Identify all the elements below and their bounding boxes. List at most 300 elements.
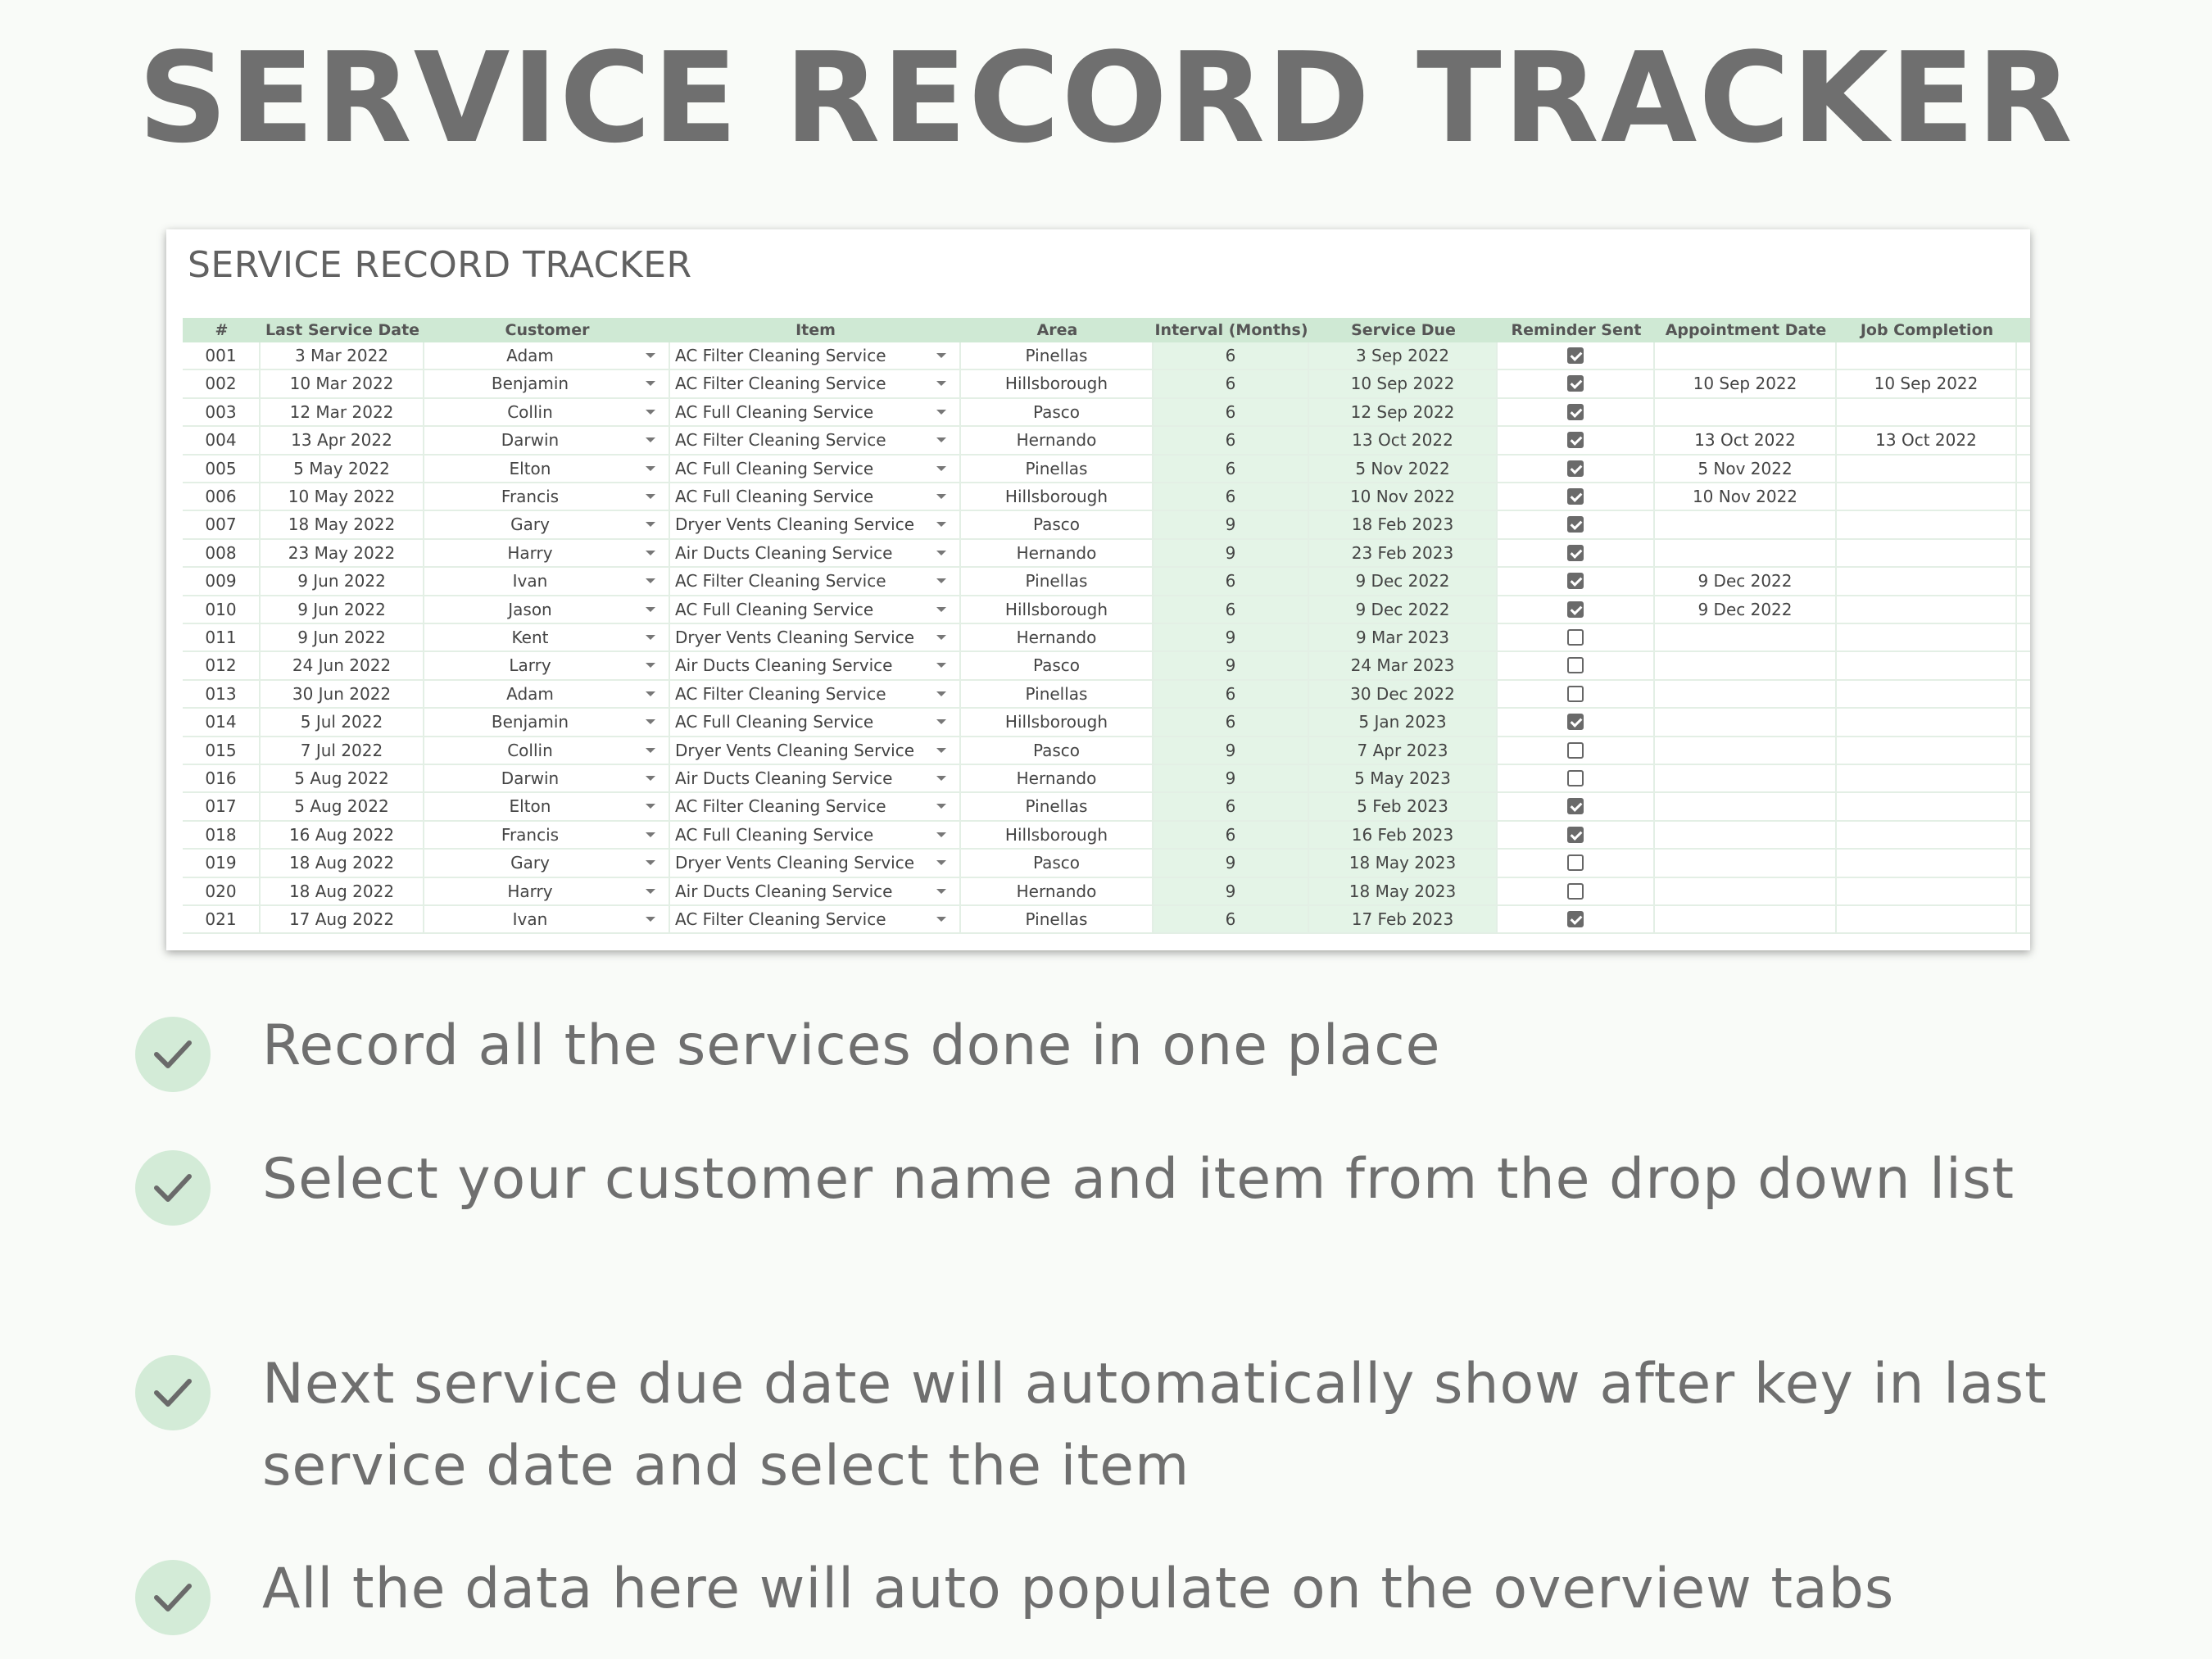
row-number-cell[interactable]: 001 (183, 342, 261, 369)
dropdown-arrow-icon[interactable] (646, 522, 655, 527)
appointment-date-cell[interactable]: 9 Dec 2022 (1655, 596, 1837, 623)
dropdown-arrow-icon[interactable] (936, 466, 946, 471)
service-due-cell: 12 Sep 2022 (1309, 399, 1498, 425)
reminder-sent-cell (1498, 342, 1655, 369)
customer-dropdown[interactable] (424, 399, 670, 425)
dropdown-arrow-icon[interactable] (936, 410, 946, 415)
customer-dropdown[interactable] (424, 342, 670, 369)
appointment-date-cell[interactable] (1655, 624, 1837, 650)
customer-dropdown[interactable] (424, 737, 670, 764)
customer-dropdown[interactable] (424, 850, 670, 876)
customer-value: Harry (507, 542, 553, 563)
row-number-cell[interactable]: 005 (183, 456, 261, 482)
customer-dropdown[interactable] (424, 511, 670, 537)
dropdown-arrow-icon[interactable] (936, 381, 946, 386)
dropdown-arrow-icon[interactable] (646, 691, 655, 696)
item-dropdown[interactable] (670, 399, 961, 425)
job-completion-cell[interactable] (1837, 822, 2017, 848)
customer-value: Ivan (512, 571, 548, 592)
customer-dropdown[interactable] (424, 540, 670, 566)
reminder-sent-cell (1498, 878, 1655, 904)
dropdown-arrow-icon[interactable] (936, 551, 946, 555)
dropdown-arrow-icon[interactable] (646, 635, 655, 640)
reminder-checkbox[interactable] (1567, 657, 1584, 673)
customer-value: Benjamin (491, 712, 569, 732)
table-row (183, 822, 2030, 850)
last-service-date-cell[interactable]: 3 Mar 2022 (261, 342, 424, 369)
appointment-date-cell[interactable]: 13 Oct 2022 (1655, 427, 1837, 453)
item-dropdown[interactable] (670, 737, 961, 764)
service-due-cell: 23 Feb 2023 (1309, 540, 1498, 566)
dropdown-arrow-icon[interactable] (936, 494, 946, 499)
area-cell[interactable]: Pasco (961, 850, 1154, 876)
appointment-date-cell[interactable] (1655, 765, 1837, 791)
interval-cell: 9 (1154, 624, 1309, 650)
row-number-cell[interactable]: 007 (183, 511, 261, 537)
area-cell[interactable]: Pasco (961, 652, 1154, 678)
item-value: AC Full Cleaning Service (675, 712, 874, 732)
reminder-checkbox[interactable] (1567, 375, 1584, 392)
interval-cell: 6 (1154, 793, 1309, 819)
item-dropdown[interactable] (670, 624, 961, 650)
dropdown-arrow-icon[interactable] (646, 719, 655, 724)
last-service-date-cell[interactable]: 17 Aug 2022 (261, 906, 424, 932)
col-header-area[interactable]: Area (1036, 321, 1078, 339)
item-dropdown[interactable] (670, 906, 961, 932)
item-value: AC Full Cleaning Service (675, 824, 874, 845)
item-dropdown[interactable] (670, 652, 961, 678)
interval-cell: 6 (1154, 596, 1309, 623)
customer-dropdown[interactable] (424, 822, 670, 848)
appointment-date-cell[interactable] (1655, 737, 1837, 764)
item-dropdown[interactable] (670, 596, 961, 623)
row-number-cell[interactable]: 017 (183, 793, 261, 819)
job-completion-cell[interactable] (1837, 511, 2017, 537)
reminder-sent-cell (1498, 568, 1655, 594)
dropdown-arrow-icon[interactable] (936, 832, 946, 837)
service-due-cell: 16 Feb 2023 (1309, 822, 1498, 848)
item-dropdown[interactable] (670, 427, 961, 453)
table-row (183, 681, 2030, 709)
dropdown-arrow-icon[interactable] (936, 889, 946, 894)
reminder-checkbox[interactable] (1567, 404, 1584, 420)
table-row (183, 737, 2030, 765)
customer-value: Benjamin (491, 374, 569, 394)
dropdown-arrow-icon[interactable] (936, 917, 946, 922)
row-number-cell[interactable]: 004 (183, 427, 261, 453)
row-number-cell[interactable]: 008 (183, 540, 261, 566)
row-spacer (2017, 540, 2030, 566)
job-completion-cell[interactable] (1837, 793, 2017, 819)
service-due-cell: 13 Oct 2022 (1309, 427, 1498, 453)
appointment-date-cell[interactable] (1655, 681, 1837, 707)
job-completion-cell[interactable]: 10 Sep 2022 (1837, 370, 2017, 397)
last-service-date-cell[interactable]: 9 Jun 2022 (261, 568, 424, 594)
dropdown-arrow-icon[interactable] (646, 410, 655, 415)
interval-cell: 9 (1154, 737, 1309, 764)
appointment-date-cell[interactable]: 10 Nov 2022 (1655, 483, 1837, 510)
dropdown-arrow-icon[interactable] (936, 748, 946, 753)
interval-cell: 6 (1154, 906, 1309, 932)
last-service-date-cell[interactable]: 9 Jun 2022 (261, 596, 424, 623)
reminder-checkbox[interactable] (1567, 460, 1584, 477)
area-cell[interactable]: Pasco (961, 737, 1154, 764)
row-number-cell[interactable]: 002 (183, 370, 261, 397)
appointment-date-cell[interactable] (1655, 822, 1837, 848)
appointment-date-cell[interactable] (1655, 709, 1837, 735)
job-completion-cell[interactable] (1837, 540, 2017, 566)
appointment-date-cell[interactable] (1655, 399, 1837, 425)
interval-cell: 6 (1154, 456, 1309, 482)
row-spacer (2017, 878, 2030, 904)
service-due-cell: 9 Mar 2023 (1309, 624, 1498, 650)
service-due-cell: 10 Sep 2022 (1309, 370, 1498, 397)
dropdown-arrow-icon[interactable] (646, 578, 655, 583)
appointment-date-cell[interactable] (1655, 850, 1837, 876)
reminder-checkbox[interactable] (1567, 827, 1584, 843)
reminder-checkbox[interactable] (1567, 545, 1584, 561)
appointment-date-cell[interactable]: 9 Dec 2022 (1655, 568, 1837, 594)
row-number-cell[interactable]: 015 (183, 737, 261, 764)
row-number-cell[interactable]: 021 (183, 906, 261, 932)
item-dropdown[interactable] (670, 878, 961, 904)
col-header-customer[interactable]: Customer (505, 321, 590, 339)
last-service-date-cell[interactable]: 30 Jun 2022 (261, 681, 424, 707)
dropdown-arrow-icon[interactable] (936, 719, 946, 724)
area-cell[interactable]: Pinellas (961, 568, 1154, 594)
dropdown-arrow-icon[interactable] (936, 522, 946, 527)
row-spacer (2017, 399, 2030, 425)
reminder-sent-cell (1498, 906, 1655, 932)
item-value: AC Filter Cleaning Service (675, 909, 886, 929)
area-cell[interactable]: Pasco (961, 399, 1154, 425)
item-value: Air Ducts Cleaning Service (675, 768, 893, 788)
appointment-date-cell[interactable]: 5 Nov 2022 (1655, 456, 1837, 482)
last-service-date-cell[interactable]: 18 Aug 2022 (261, 878, 424, 904)
service-due-cell: 10 Nov 2022 (1309, 483, 1498, 510)
customer-dropdown[interactable] (424, 652, 670, 678)
dropdown-arrow-icon[interactable] (646, 776, 655, 781)
dropdown-arrow-icon[interactable] (646, 663, 655, 668)
area-cell[interactable]: Pasco (961, 511, 1154, 537)
dropdown-arrow-icon[interactable] (646, 494, 655, 499)
table-row (183, 511, 2030, 539)
dropdown-arrow-icon[interactable] (646, 353, 655, 358)
customer-dropdown[interactable] (424, 427, 670, 453)
appointment-date-cell[interactable] (1655, 540, 1837, 566)
area-cell[interactable]: Hernando (961, 427, 1154, 453)
dropdown-arrow-icon[interactable] (646, 466, 655, 471)
row-number-cell[interactable]: 012 (183, 652, 261, 678)
service-due-cell: 5 May 2023 (1309, 765, 1498, 791)
job-completion-cell[interactable] (1837, 596, 2017, 623)
last-service-date-cell[interactable]: 5 Aug 2022 (261, 765, 424, 791)
col-header-job-completion[interactable]: Job Completion (1860, 321, 1994, 339)
row-number-cell[interactable]: 011 (183, 624, 261, 650)
area-cell[interactable]: Hillsborough (961, 483, 1154, 510)
job-completion-cell[interactable] (1837, 906, 2017, 932)
job-completion-cell[interactable] (1837, 765, 2017, 791)
dropdown-arrow-icon[interactable] (646, 381, 655, 386)
interval-cell: 6 (1154, 483, 1309, 510)
area-cell[interactable]: Hernando (961, 765, 1154, 791)
row-spacer (2017, 342, 2030, 369)
item-value: AC Filter Cleaning Service (675, 374, 886, 394)
last-service-date-cell[interactable]: 7 Jul 2022 (261, 737, 424, 764)
row-number-cell[interactable]: 018 (183, 822, 261, 848)
area-cell[interactable]: Hernando (961, 540, 1154, 566)
last-service-date-cell[interactable]: 18 Aug 2022 (261, 850, 424, 876)
area-cell[interactable]: Hernando (961, 624, 1154, 650)
row-spacer (2017, 906, 2030, 932)
customer-dropdown[interactable] (424, 878, 670, 904)
area-cell[interactable]: Hillsborough (961, 709, 1154, 735)
dropdown-arrow-icon[interactable] (646, 917, 655, 922)
row-number-cell[interactable]: 006 (183, 483, 261, 510)
feature-text: All the data here will auto populate on the overview tabs (262, 1557, 1895, 1621)
job-completion-cell[interactable] (1837, 709, 2017, 735)
reminder-checkbox[interactable] (1567, 798, 1584, 814)
customer-dropdown[interactable] (424, 709, 670, 735)
last-service-date-cell[interactable]: 10 May 2022 (261, 483, 424, 510)
reminder-checkbox[interactable] (1567, 629, 1584, 646)
last-service-date-cell[interactable]: 5 Jul 2022 (261, 709, 424, 735)
customer-dropdown[interactable] (424, 681, 670, 707)
customer-dropdown[interactable] (424, 765, 670, 791)
reminder-checkbox[interactable] (1567, 854, 1584, 871)
item-dropdown[interactable] (670, 850, 961, 876)
reminder-checkbox[interactable] (1567, 714, 1584, 730)
job-completion-cell[interactable] (1837, 737, 2017, 764)
sheet-title: SERVICE RECORD TRACKER (188, 244, 692, 286)
header-row (183, 318, 2030, 342)
last-service-date-cell[interactable]: 23 May 2022 (261, 540, 424, 566)
dropdown-arrow-icon[interactable] (646, 832, 655, 837)
dropdown-arrow-icon[interactable] (646, 889, 655, 894)
item-dropdown[interactable] (670, 709, 961, 735)
customer-dropdown[interactable] (424, 793, 670, 819)
item-value: Dryer Vents Cleaning Service (675, 853, 915, 873)
last-service-date-cell[interactable]: 18 May 2022 (261, 511, 424, 537)
area-cell[interactable]: Pinellas (961, 793, 1154, 819)
dropdown-arrow-icon[interactable] (936, 607, 946, 612)
item-value: AC Filter Cleaning Service (675, 430, 886, 451)
dropdown-arrow-icon[interactable] (936, 635, 946, 640)
row-number-cell[interactable]: 014 (183, 709, 261, 735)
col-header-item[interactable]: Item (796, 321, 836, 339)
row-number-cell[interactable]: 013 (183, 681, 261, 707)
reminder-checkbox[interactable] (1567, 432, 1584, 448)
customer-dropdown[interactable] (424, 456, 670, 482)
customer-dropdown[interactable] (424, 483, 670, 510)
area-cell[interactable]: Pinellas (961, 906, 1154, 932)
last-service-date-cell[interactable]: 5 May 2022 (261, 456, 424, 482)
appointment-date-cell[interactable] (1655, 878, 1837, 904)
dropdown-arrow-icon[interactable] (646, 860, 655, 865)
row-spacer (2017, 850, 2030, 876)
reminder-checkbox[interactable] (1567, 911, 1584, 927)
table-row (183, 652, 2030, 680)
area-cell[interactable]: Hillsborough (961, 822, 1154, 848)
last-service-date-cell[interactable]: 12 Mar 2022 (261, 399, 424, 425)
customer-dropdown[interactable] (424, 906, 670, 932)
service-due-cell: 5 Jan 2023 (1309, 709, 1498, 735)
item-dropdown[interactable] (670, 568, 961, 594)
reminder-sent-cell (1498, 709, 1655, 735)
item-dropdown[interactable] (670, 511, 961, 537)
last-service-date-cell[interactable]: 5 Aug 2022 (261, 793, 424, 819)
col-header-service-due[interactable]: Service Due (1351, 321, 1456, 339)
reminder-checkbox[interactable] (1567, 742, 1584, 759)
job-completion-cell[interactable] (1837, 652, 2017, 678)
interval-cell: 6 (1154, 568, 1309, 594)
row-number-cell[interactable]: 016 (183, 765, 261, 791)
service-due-cell: 18 Feb 2023 (1309, 511, 1498, 537)
row-number-cell[interactable]: 020 (183, 878, 261, 904)
customer-value: Darwin (501, 768, 560, 788)
last-service-date-cell[interactable]: 9 Jun 2022 (261, 624, 424, 650)
area-cell[interactable]: Hillsborough (961, 596, 1154, 623)
customer-value: Jason (508, 599, 552, 619)
hero-title: SERVICE RECORD TRACKER (138, 25, 2074, 170)
table-row (183, 342, 2030, 370)
item-dropdown[interactable] (670, 483, 961, 510)
job-completion-cell[interactable] (1837, 568, 2017, 594)
col-header-interval[interactable]: Interval (Months) (1154, 321, 1308, 339)
reminder-checkbox[interactable] (1567, 347, 1584, 364)
area-cell[interactable]: Pinellas (961, 681, 1154, 707)
reminder-checkbox[interactable] (1567, 883, 1584, 900)
reminder-checkbox[interactable] (1567, 770, 1584, 786)
row-number-cell[interactable]: 009 (183, 568, 261, 594)
last-service-date-cell[interactable]: 24 Jun 2022 (261, 652, 424, 678)
row-number-cell[interactable]: 003 (183, 399, 261, 425)
col-header-spacer (2017, 318, 2030, 342)
col-header-last-service-date[interactable]: Last Service Date (265, 321, 420, 339)
dropdown-arrow-icon[interactable] (646, 437, 655, 442)
reminder-checkbox[interactable] (1567, 601, 1584, 618)
interval-cell: 6 (1154, 399, 1309, 425)
job-completion-cell[interactable] (1837, 456, 2017, 482)
customer-dropdown[interactable] (424, 370, 670, 397)
service-due-cell: 30 Dec 2022 (1309, 681, 1498, 707)
dropdown-arrow-icon[interactable] (936, 578, 946, 583)
item-value: AC Filter Cleaning Service (675, 796, 886, 817)
row-spacer (2017, 793, 2030, 819)
col-header-appointment-date[interactable]: Appointment Date (1665, 321, 1827, 339)
appointment-date-cell[interactable] (1655, 652, 1837, 678)
item-dropdown[interactable] (670, 456, 961, 482)
service-due-cell: 17 Feb 2023 (1309, 906, 1498, 932)
row-spacer (2017, 709, 2030, 735)
row-number-cell[interactable]: 010 (183, 596, 261, 623)
dropdown-arrow-icon[interactable] (936, 663, 946, 668)
appointment-date-cell[interactable]: 10 Sep 2022 (1655, 370, 1837, 397)
item-dropdown[interactable] (670, 370, 961, 397)
dropdown-arrow-icon[interactable] (936, 437, 946, 442)
reminder-sent-cell (1498, 822, 1655, 848)
item-dropdown[interactable] (670, 822, 961, 848)
row-spacer (2017, 652, 2030, 678)
reminder-checkbox[interactable] (1567, 488, 1584, 505)
reminder-checkbox[interactable] (1567, 686, 1584, 702)
item-dropdown[interactable] (670, 793, 961, 819)
row-number-cell[interactable]: 019 (183, 850, 261, 876)
interval-cell: 6 (1154, 822, 1309, 848)
area-cell[interactable]: Hernando (961, 878, 1154, 904)
appointment-date-cell[interactable] (1655, 906, 1837, 932)
job-completion-cell[interactable] (1837, 624, 2017, 650)
customer-dropdown[interactable] (424, 568, 670, 594)
dropdown-arrow-icon[interactable] (646, 804, 655, 809)
customer-value: Collin (507, 401, 553, 422)
job-completion-cell[interactable] (1837, 681, 2017, 707)
spreadsheet-preview (166, 229, 2030, 950)
row-spacer (2017, 511, 2030, 537)
reminder-checkbox[interactable] (1567, 573, 1584, 589)
last-service-date-cell[interactable]: 10 Mar 2022 (261, 370, 424, 397)
dropdown-arrow-icon[interactable] (936, 776, 946, 781)
customer-dropdown[interactable] (424, 624, 670, 650)
dropdown-arrow-icon[interactable] (936, 691, 946, 696)
item-value: Dryer Vents Cleaning Service (675, 628, 915, 647)
job-completion-cell[interactable] (1837, 342, 2017, 369)
dropdown-arrow-icon[interactable] (646, 607, 655, 612)
dropdown-arrow-icon[interactable] (936, 860, 946, 865)
col-header-number[interactable]: # (215, 321, 229, 339)
dropdown-arrow-icon[interactable] (646, 551, 655, 555)
reminder-sent-cell (1498, 737, 1655, 764)
dropdown-arrow-icon[interactable] (936, 804, 946, 809)
customer-dropdown[interactable] (424, 596, 670, 623)
job-completion-cell[interactable] (1837, 850, 2017, 876)
appointment-date-cell[interactable] (1655, 511, 1837, 537)
col-header-reminder-sent[interactable]: Reminder Sent (1511, 321, 1642, 339)
row-spacer (2017, 765, 2030, 791)
customer-value: Francis (501, 824, 560, 845)
item-dropdown[interactable] (670, 342, 961, 369)
item-dropdown[interactable] (670, 765, 961, 791)
reminder-sent-cell (1498, 370, 1655, 397)
appointment-date-cell[interactable] (1655, 342, 1837, 369)
job-completion-cell[interactable] (1837, 399, 2017, 425)
table-row (183, 568, 2030, 596)
area-cell[interactable]: Pinellas (961, 342, 1154, 369)
job-completion-cell[interactable] (1837, 483, 2017, 510)
item-value: Air Ducts Cleaning Service (675, 542, 893, 563)
appointment-date-cell[interactable] (1655, 793, 1837, 819)
customer-value: Collin (507, 740, 553, 760)
last-service-date-cell[interactable]: 13 Apr 2022 (261, 427, 424, 453)
area-cell[interactable]: Hillsborough (961, 370, 1154, 397)
area-cell[interactable]: Pinellas (961, 456, 1154, 482)
interval-cell: 6 (1154, 427, 1309, 453)
job-completion-cell[interactable]: 13 Oct 2022 (1837, 427, 2017, 453)
job-completion-cell[interactable] (1837, 878, 2017, 904)
item-dropdown[interactable] (670, 681, 961, 707)
customer-value: Francis (501, 487, 560, 506)
reminder-checkbox[interactable] (1567, 516, 1584, 533)
table-row (183, 483, 2030, 511)
row-spacer (2017, 456, 2030, 482)
table-row (183, 456, 2030, 483)
dropdown-arrow-icon[interactable] (646, 748, 655, 753)
table-row (183, 850, 2030, 877)
dropdown-arrow-icon[interactable] (936, 353, 946, 358)
last-service-date-cell[interactable]: 16 Aug 2022 (261, 822, 424, 848)
item-dropdown[interactable] (670, 540, 961, 566)
table-row (183, 540, 2030, 568)
